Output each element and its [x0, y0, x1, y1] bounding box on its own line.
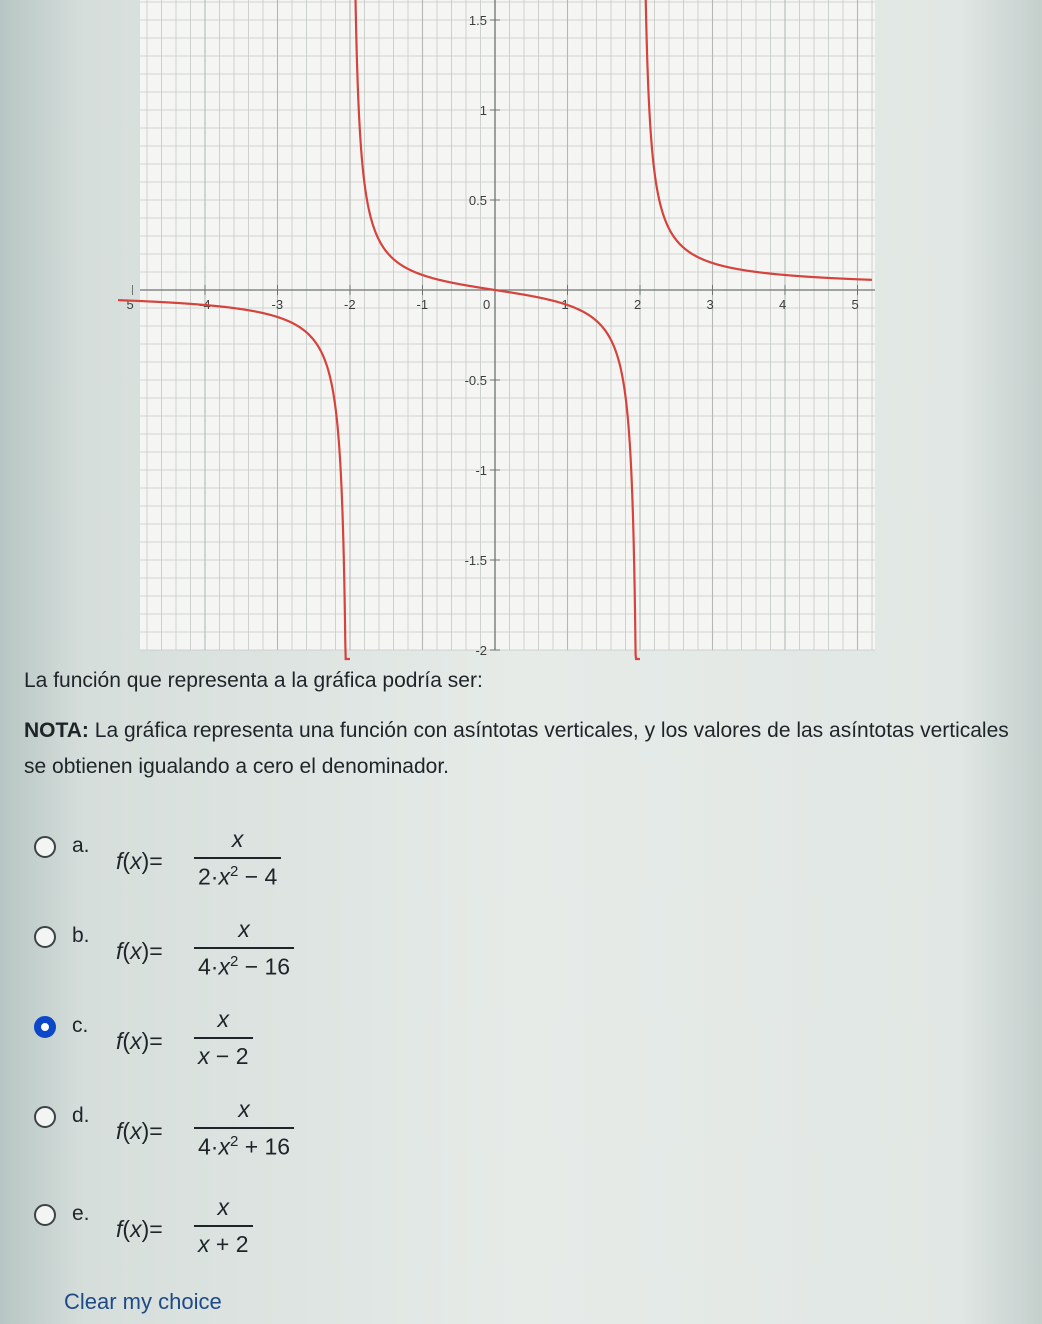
radio-d[interactable]	[34, 1106, 56, 1128]
y-tick-label: -0.5	[464, 373, 487, 388]
den-rest: − 4	[244, 863, 278, 890]
numerator: x	[217, 1194, 229, 1220]
lhs-x: x	[130, 1216, 142, 1242]
lhs-f: f	[116, 1216, 123, 1242]
question-note	[24, 713, 1014, 785]
lhs-open: (	[122, 1028, 131, 1054]
denominator	[194, 947, 294, 981]
den-exp: 2	[229, 1133, 239, 1150]
lhs-x: x	[130, 1118, 142, 1144]
option-letter: e.	[72, 1202, 90, 1225]
radio-a[interactable]	[34, 836, 56, 858]
denominator	[194, 1225, 253, 1258]
y-tick-label: 1.5	[468, 13, 487, 28]
y-tick-label: -1.5	[464, 553, 487, 568]
equals-sign: =	[149, 1118, 163, 1144]
formula-lhs	[116, 1028, 163, 1055]
note-label: NOTA:	[24, 719, 89, 742]
den-coef: 4·	[198, 1133, 219, 1160]
formula-lhs	[116, 938, 163, 965]
lhs-x: x	[130, 1028, 142, 1054]
lhs-open: (	[122, 1216, 131, 1242]
numerator: x	[238, 916, 250, 942]
denominator	[194, 1127, 294, 1161]
x-tick-label: 2	[634, 297, 642, 312]
den-var: x	[218, 863, 230, 890]
den-rest: − 16	[244, 953, 291, 980]
equals-sign: =	[149, 848, 163, 874]
question-prompt: La función que representa a la gráfica podría ser:	[24, 669, 483, 692]
y-tick-label: -2	[475, 643, 487, 658]
lhs-close: )	[141, 1028, 150, 1054]
den-var: x	[198, 1043, 210, 1069]
fraction	[194, 1006, 253, 1070]
den-rest: + 2	[215, 1231, 249, 1257]
lhs-open: (	[122, 938, 131, 964]
lhs-f: f	[116, 848, 123, 874]
lhs-close: )	[141, 938, 150, 964]
den-var: x	[198, 1231, 210, 1257]
radio-b[interactable]	[34, 926, 56, 948]
x-tick-label: 5	[126, 297, 134, 312]
clear-choice-link[interactable]: Clear my choice	[64, 1289, 222, 1314]
lhs-close: )	[141, 1216, 150, 1242]
option-letter: b.	[72, 924, 90, 947]
lhs-close: )	[141, 1118, 150, 1144]
lhs-close: )	[141, 848, 150, 874]
x-tick-label: -1	[416, 297, 429, 312]
lhs-f: f	[116, 938, 123, 964]
numerator: x	[238, 1096, 250, 1122]
formula-lhs	[116, 1216, 163, 1243]
radio-e[interactable]	[34, 1204, 56, 1226]
x-tick-label: 5	[851, 297, 859, 312]
den-var: x	[218, 953, 230, 980]
option-letter: a.	[72, 834, 90, 857]
equals-sign: =	[149, 1216, 163, 1242]
formula-lhs	[116, 848, 163, 875]
option-letter: c.	[72, 1014, 89, 1037]
y-tick-label: -1	[475, 463, 487, 478]
lhs-f: f	[116, 1028, 123, 1054]
fraction	[194, 826, 281, 891]
numerator: x	[217, 1006, 229, 1032]
den-exp: 2	[229, 863, 239, 880]
equals-sign: =	[149, 938, 163, 964]
y-tick-label: 0.5	[468, 193, 487, 208]
radio-c[interactable]	[34, 1016, 56, 1038]
den-coef: 2·	[198, 863, 219, 890]
equals-sign: =	[149, 1028, 163, 1054]
den-rest: − 2	[215, 1043, 249, 1069]
den-exp: 2	[229, 953, 239, 970]
lhs-f: f	[116, 1118, 123, 1144]
den-coef: 4·	[198, 953, 219, 980]
graph-background	[140, 0, 875, 650]
x-tick-label: 4	[779, 297, 787, 312]
fraction	[194, 916, 294, 981]
lhs-open: (	[122, 1118, 131, 1144]
x-tick-label: -4	[199, 297, 211, 312]
x-tick-label: 0	[483, 297, 491, 312]
lhs-x: x	[130, 938, 142, 964]
lhs-open: (	[122, 848, 131, 874]
note-text: La gráfica representa una función con asíntotas verticales, y los valores de las asíntotas verticales se obtienen igualando a cero el denominador.	[24, 719, 1009, 778]
lhs-x: x	[130, 848, 142, 874]
x-tick-label: 3	[706, 297, 714, 312]
x-tick-label: 1	[561, 297, 569, 312]
numerator: x	[231, 826, 244, 852]
den-var: x	[218, 1133, 230, 1160]
y-tick-label: 1	[479, 103, 487, 118]
denominator	[194, 1037, 253, 1070]
x-tick-label: -3	[271, 297, 284, 312]
function-graph	[126, 0, 875, 658]
fraction	[194, 1194, 253, 1258]
option-letter: d.	[72, 1104, 90, 1127]
x-tick-label: -2	[344, 297, 356, 312]
fraction	[194, 1096, 294, 1161]
formula-lhs	[116, 1118, 163, 1145]
denominator	[194, 857, 281, 891]
graph-svg	[126, 0, 875, 658]
den-rest: + 16	[244, 1133, 291, 1160]
